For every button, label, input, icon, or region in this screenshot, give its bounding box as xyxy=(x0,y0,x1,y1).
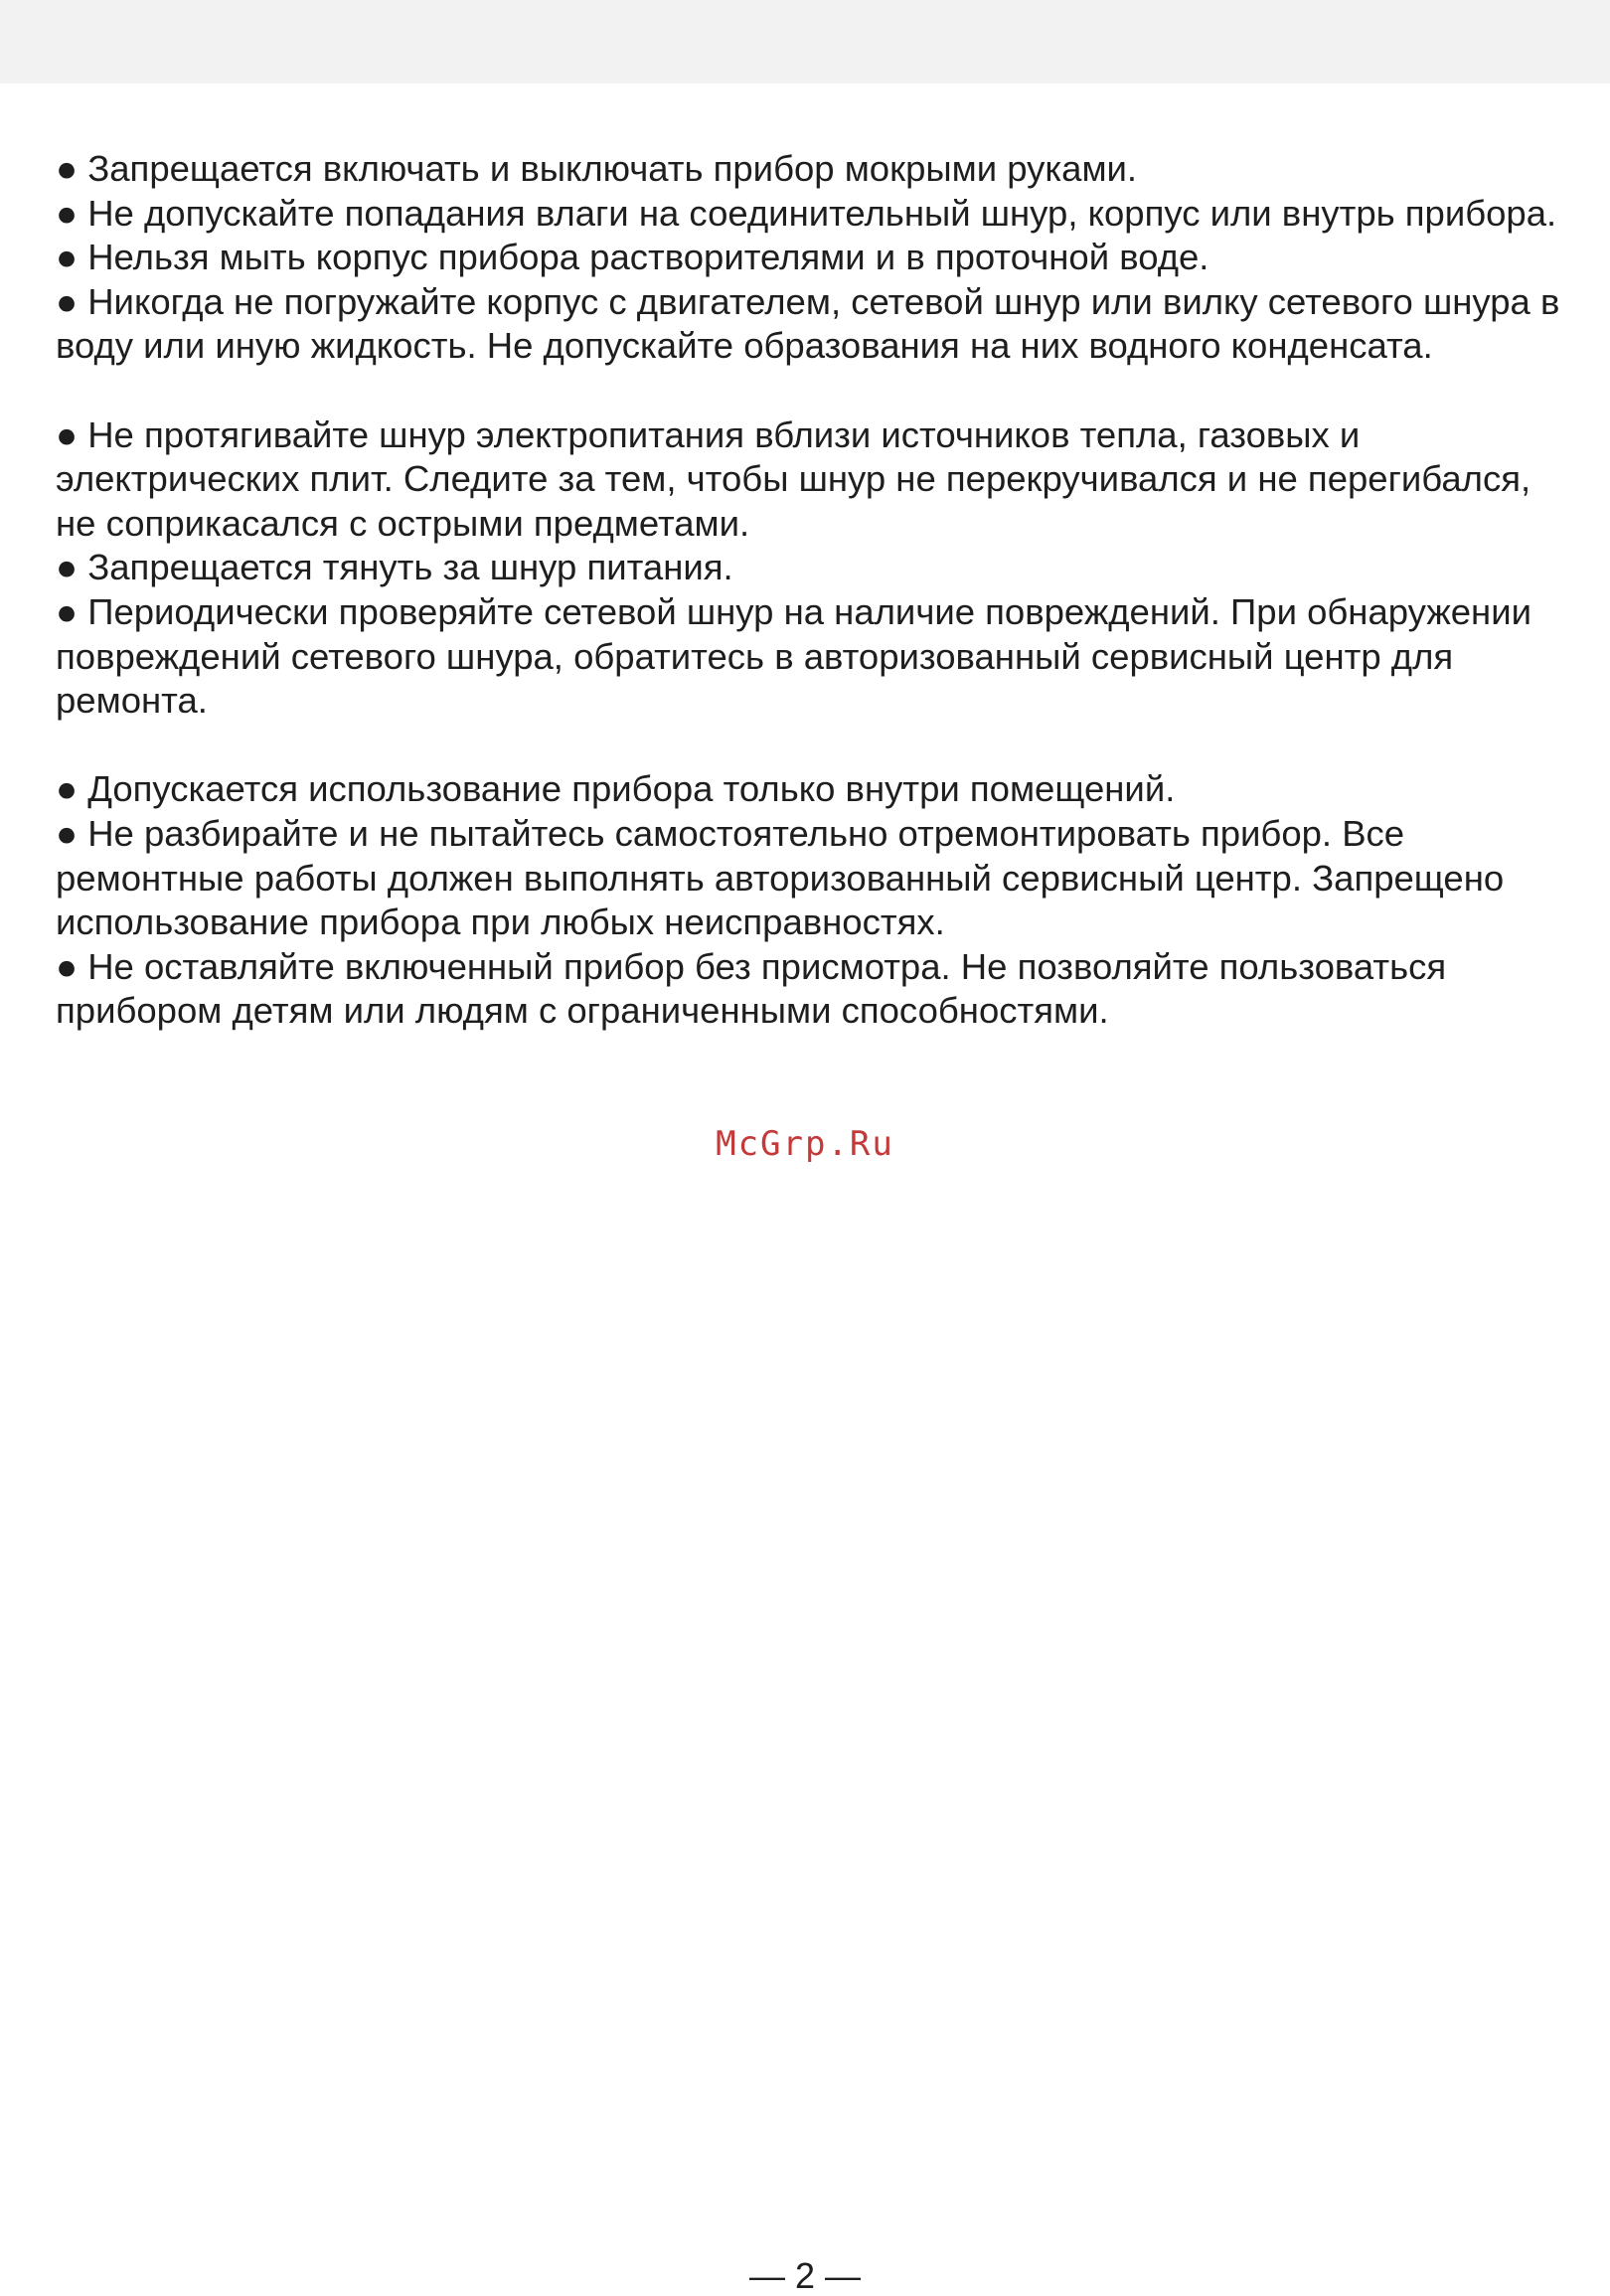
document-body xyxy=(56,147,1576,1034)
page-number: — 2 — xyxy=(748,2255,862,2296)
bullet-icon: ● xyxy=(56,148,79,189)
watermark: McGrp.Ru xyxy=(716,1124,894,1164)
bullet-icon: ● xyxy=(56,413,79,455)
paragraph-group-1 xyxy=(56,147,1576,369)
list-item: ● Запрещается включать и выключать прибор мокрыми руками. xyxy=(56,148,1138,189)
list-item: ● Не допускайте попадания влаги на соединительный шнур, корпус или внутрь прибора. xyxy=(56,192,1557,234)
list-item: ● Допускается использование прибора только внутри помещений. xyxy=(56,768,1176,810)
paragraph-group-3 xyxy=(56,767,1576,1034)
list-item: ● Запрещается тянуть за шнур питания. xyxy=(56,547,733,588)
list-item: ● Не протягивайте шнур электропитания вблизи источников тепла, газовых и электрических плит. Следите за тем, чтобы шнур не перекручивался и не перегибался, не соприкасался с острыми предметами. xyxy=(56,413,1531,544)
list-item: ● Не разбирайте и не пытайтесь самостоятельно отремонтировать прибор. Все ремонтные работы должен выполнять авторизованный сервисный центр. Запрещено использование прибора при любых неисправностях. xyxy=(56,812,1505,943)
bullet-icon: ● xyxy=(56,768,79,810)
top-band xyxy=(0,0,1610,83)
paragraph-group-2 xyxy=(56,413,1576,724)
bullet-icon: ● xyxy=(56,945,79,987)
list-item: ● Не оставляйте включенный прибор без присмотра. Не позволяйте пользоваться прибором детям или людям с ограниченными способностями. xyxy=(56,945,1447,1032)
bullet-icon: ● xyxy=(56,192,79,234)
bullet-icon: ● xyxy=(56,812,79,854)
list-item: ● Периодически проверяйте сетевой шнур на наличие повреждений. При обнаружении повреждений сетевого шнура, обратитесь в авторизованный сервисный центр для ремонта. xyxy=(56,590,1531,722)
bullet-icon: ● xyxy=(56,547,79,588)
bullet-icon: ● xyxy=(56,237,79,278)
bullet-icon: ● xyxy=(56,590,79,632)
list-item: ● Нельзя мыть корпус прибора растворителями и в проточной воде. xyxy=(56,237,1209,278)
bullet-icon: ● xyxy=(56,280,79,322)
list-item: ● Никогда не погружайте корпус с двигателем, сетевой шнур или вилку сетевого шнура в воду или иную жидкость. Не допускайте образования на них водного конденсата. xyxy=(56,280,1560,367)
